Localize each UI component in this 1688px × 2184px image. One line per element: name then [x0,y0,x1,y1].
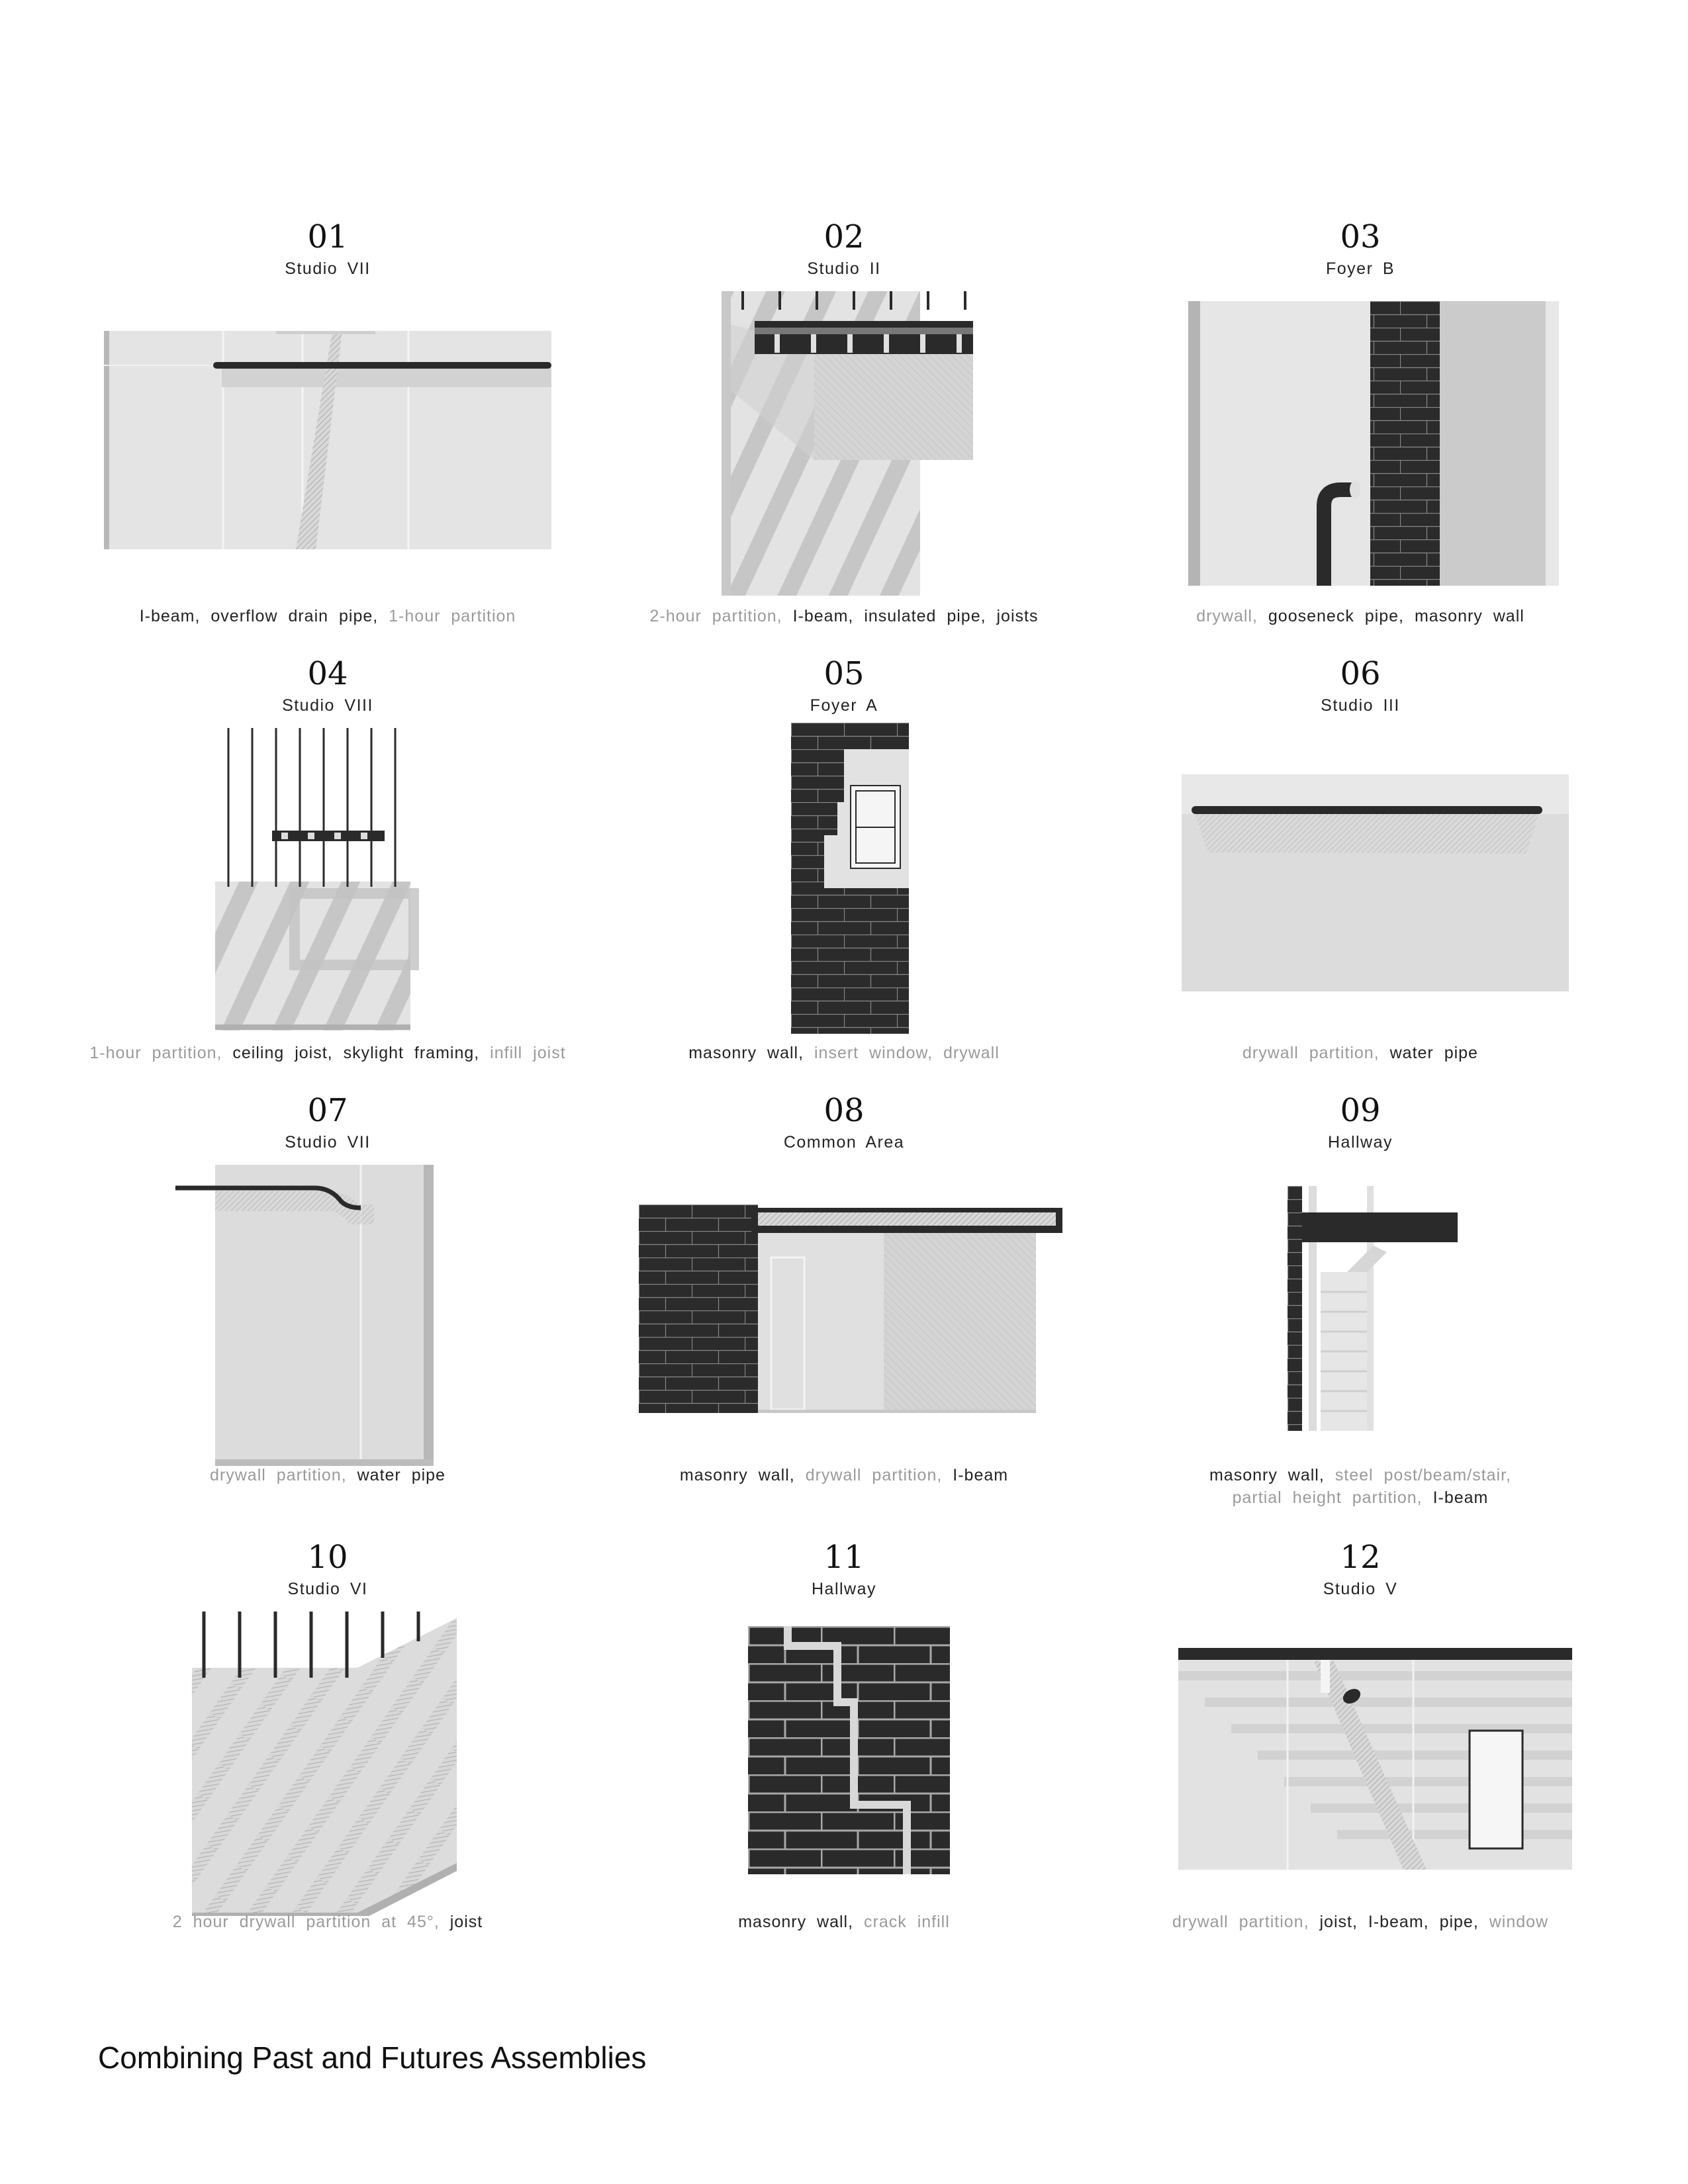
assembly-room: Studio VIII [282,696,373,715]
caption-item: joist [449,1913,483,1931]
assembly-09 [1096,874,1625,1507]
assembly-room: Foyer B [1325,259,1395,278]
caption-item: insulated pipe, [864,607,986,625]
caption-item: insert window, [814,1044,933,1062]
assembly-number: 09 [1340,1092,1381,1129]
assembly-06 [1096,437,1625,1062]
assembly-05 [579,437,1109,1062]
assembly-number: 05 [823,655,865,692]
caption-item: water pipe [357,1466,445,1484]
assembly-number: 01 [307,218,348,255]
caption-item: I-beam, [792,607,854,625]
caption-item: masonry wall, [738,1913,854,1931]
assembly-number: 12 [1340,1539,1381,1576]
assembly-number: 06 [1340,655,1381,692]
assembly-number: 08 [823,1092,865,1129]
assembly-number: 04 [307,655,348,692]
assembly-room: Foyer A [810,696,878,715]
caption-item: 2 hour drywall partition at 45°, [172,1913,440,1931]
assembly-number: 02 [823,218,865,255]
assembly-room: Studio VII [285,1133,371,1152]
assembly-caption [579,1911,1109,1933]
assembly-10 [63,1320,592,1931]
assembly-03 [1096,0,1625,625]
caption-item: I-beam [1432,1488,1489,1507]
assembly-11-drawing [748,1626,953,1891]
assembly-number: 10 [307,1539,348,1576]
caption-item: drywall partition, [805,1466,943,1484]
assembly-08 [579,874,1109,1484]
assembly-number: 07 [307,1092,348,1129]
assembly-12 [1096,1320,1625,1931]
caption-item: water pipe [1389,1044,1478,1062]
caption-item: gooseneck pipe, [1268,607,1404,625]
caption-item: 2-hour partition, [649,607,782,625]
page-title: Combining Past and Futures Assemblies [98,2040,647,2075]
caption-item: skylight framing, [343,1044,480,1062]
caption-item: ceiling joist, [232,1044,333,1062]
caption-item: overflow drain pipe, [211,607,379,625]
caption-item: masonry wall, [688,1044,804,1062]
caption-item: pipe, [1439,1913,1479,1931]
assembly-number: 11 [823,1539,865,1576]
assembly-room: Common Area [783,1133,905,1152]
assembly-02 [579,0,1109,625]
assembly-room: Hallway [811,1580,877,1598]
assembly-caption [63,1911,592,1933]
caption-item: I-beam, [139,607,201,625]
caption-item: masonry wall, [679,1466,795,1484]
assembly-10-drawing [192,1612,457,1916]
caption-item: masonry wall, [1209,1466,1325,1484]
caption-item: masonry wall [1414,607,1524,625]
assembly-04 [63,437,592,1062]
assembly-caption [1096,1911,1625,1933]
caption-item: joist, [1319,1913,1358,1931]
assembly-room: Studio II [807,259,881,278]
assembly-07 [63,874,592,1484]
caption-item: partial height partition, [1232,1488,1423,1507]
caption-item: drywall partition, [1172,1913,1309,1931]
assembly-room: Hallway [1327,1133,1393,1152]
assembly-room: Studio V [1323,1580,1398,1598]
caption-item: I-beam, [1368,1913,1429,1931]
caption-item: joists [996,607,1039,625]
caption-item: drywall, [1196,607,1258,625]
caption-item: I-beam [953,1466,1009,1484]
caption-item: crack infill [864,1913,950,1931]
caption-item: steel post/beam/stair, [1335,1466,1511,1484]
caption-item: drywall partition, [1243,1044,1380,1062]
assembly-room: Studio VII [285,259,371,278]
assembly-number: 03 [1340,218,1381,255]
caption-item: infill joist [490,1044,566,1062]
caption-item: window [1489,1913,1549,1931]
caption-item: 1-hour partition, [89,1044,222,1062]
assembly-01 [63,0,592,625]
assembly-room: Studio III [1321,696,1400,715]
assembly-11 [579,1320,1109,1931]
caption-item: drywall [943,1044,1000,1062]
assembly-room: Studio VI [287,1580,368,1598]
assembly-12-drawing [1178,1648,1575,1873]
caption-item: 1-hour partition [389,607,516,625]
caption-item: drywall partition, [210,1466,347,1484]
